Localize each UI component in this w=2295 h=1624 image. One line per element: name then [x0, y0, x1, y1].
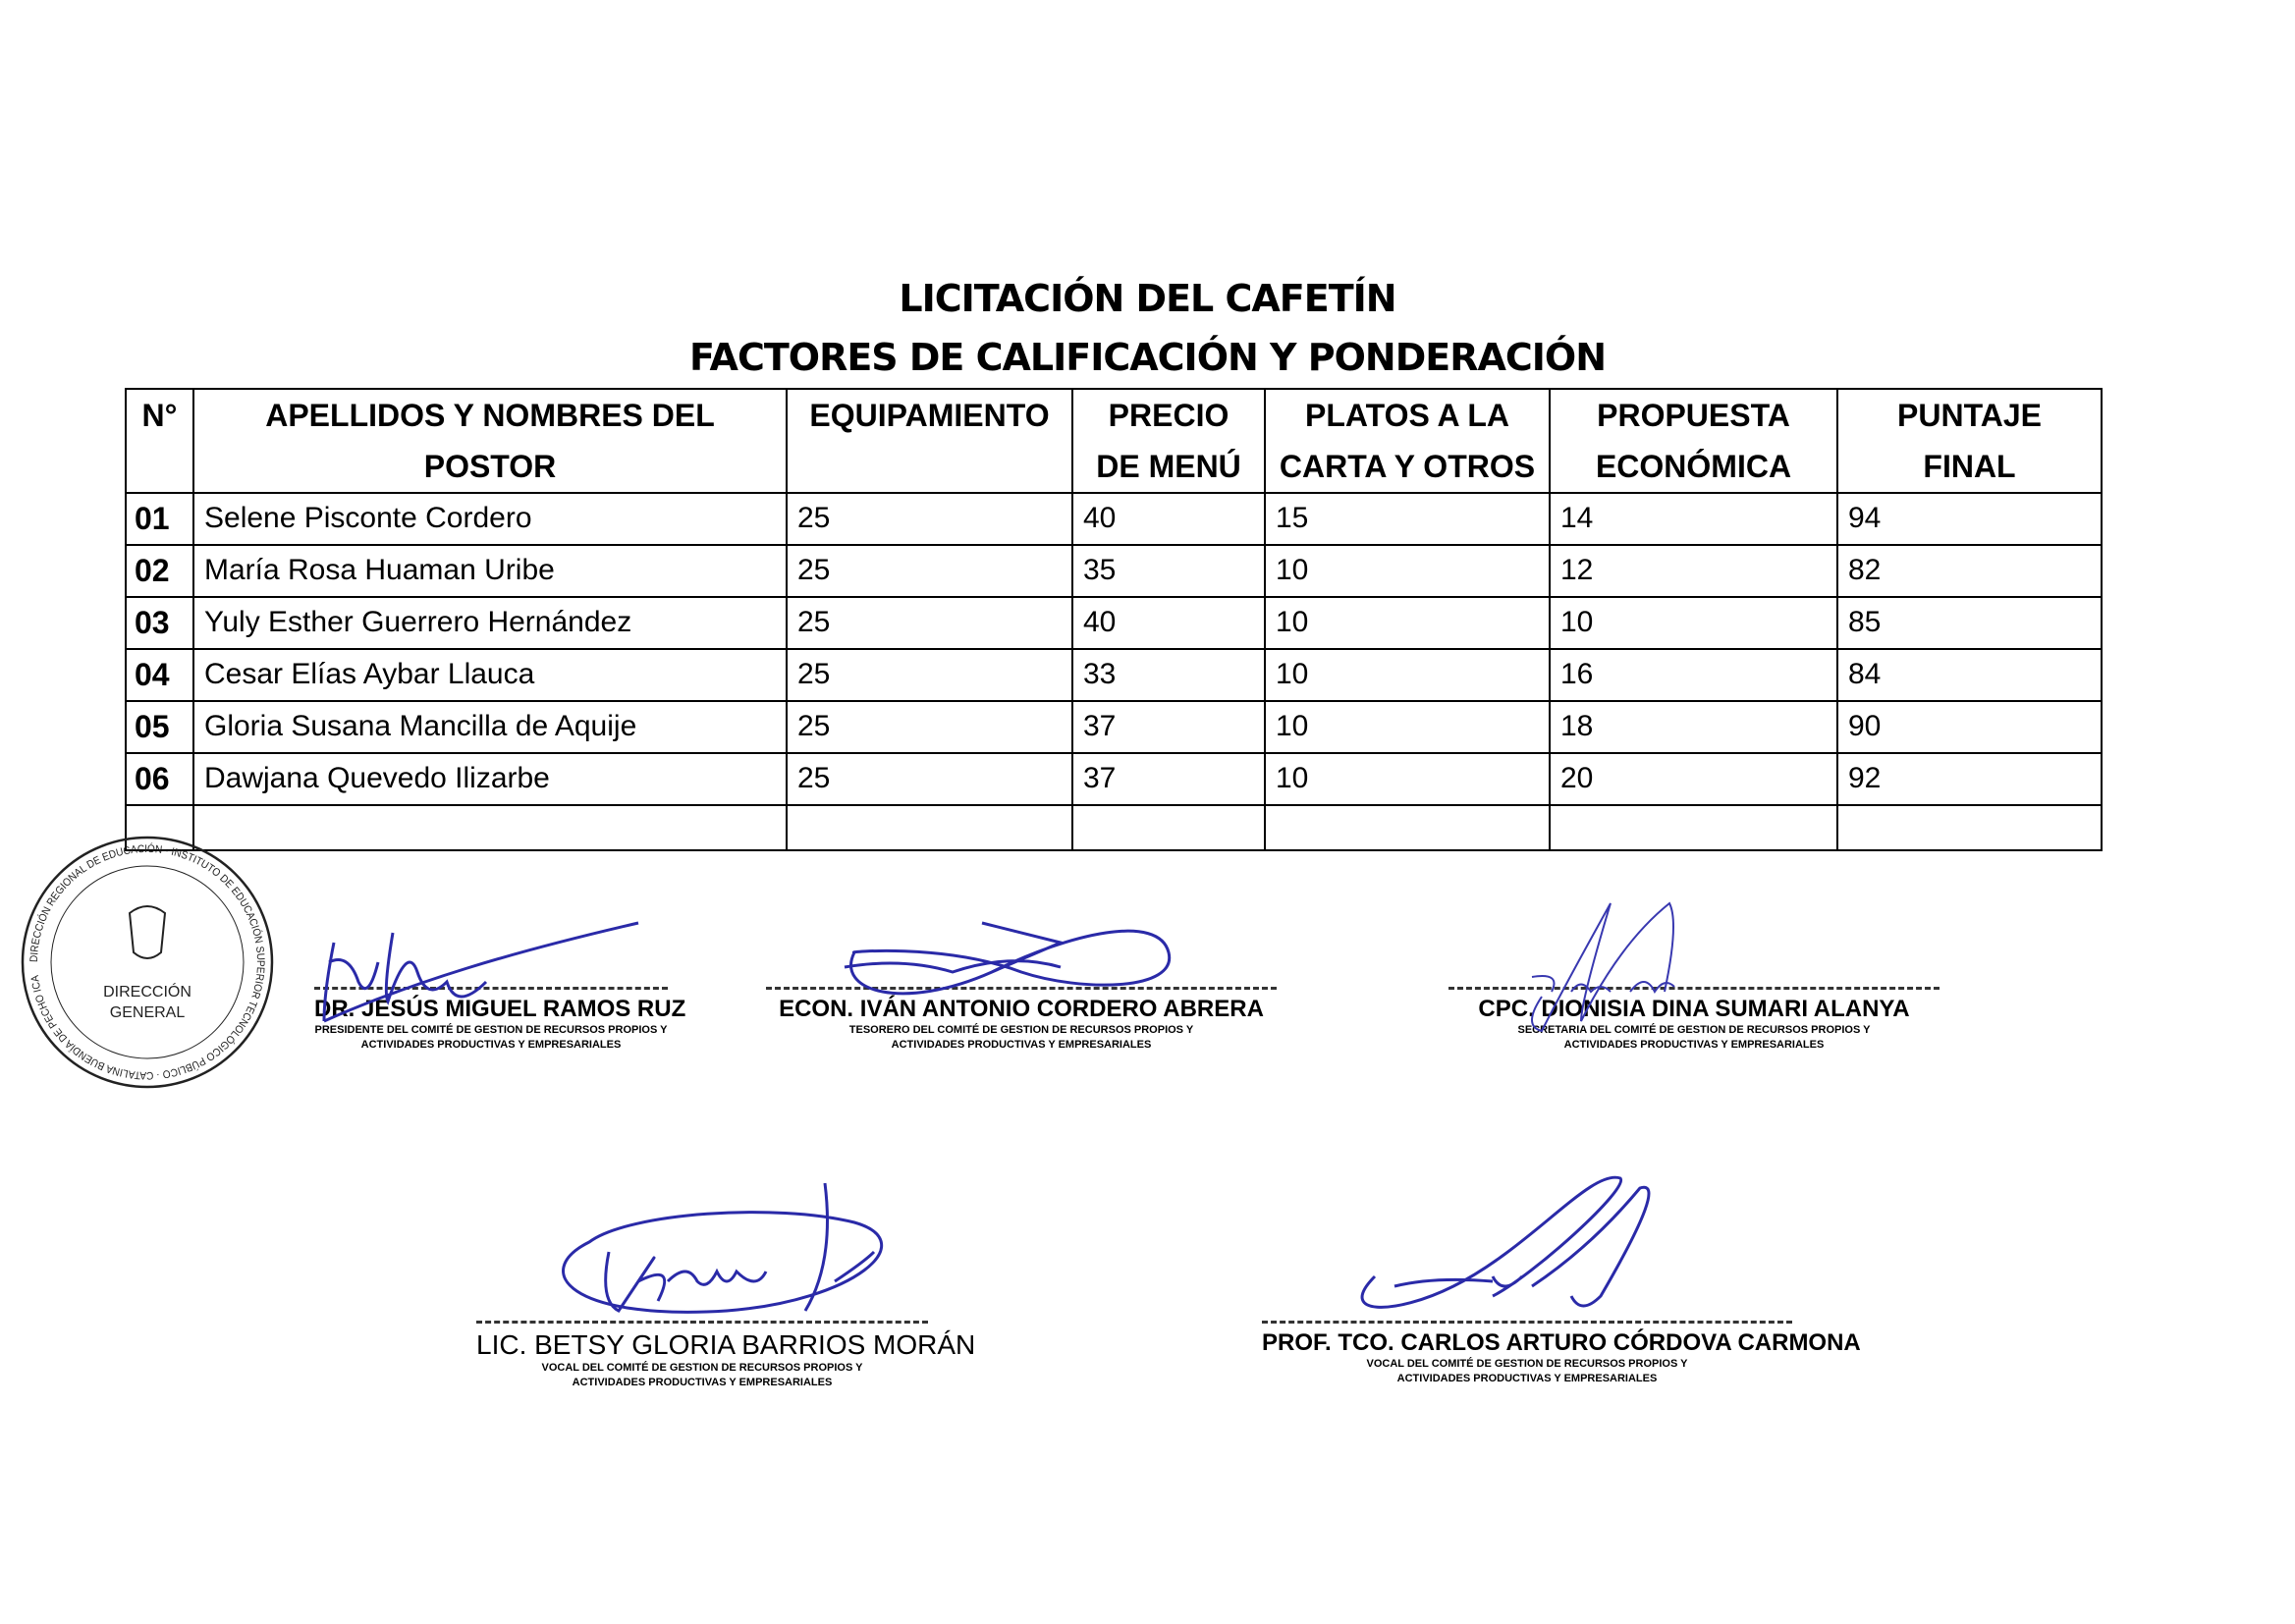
final-score: 84	[1837, 649, 2102, 701]
signatory-role: SECRETARIA DEL COMITÉ DE GESTION DE RECURSOS PROPIOS Y	[1517, 1024, 1871, 1036]
column-header-line: PLATOS A LA	[1305, 398, 1509, 433]
empty-cell	[1550, 805, 1837, 850]
column-header-line: PROPUESTA	[1597, 398, 1790, 433]
stamp-center-1: DIRECCIÓN	[103, 984, 191, 1001]
institution-stamp	[20, 835, 275, 1090]
bidder-name: Dawjana Quevedo Ilizarbe	[193, 753, 787, 805]
menu-price-score: 33	[1072, 649, 1265, 701]
column-header	[1072, 389, 1265, 493]
signature-5	[1336, 1168, 1728, 1326]
empty-cell	[193, 805, 787, 850]
empty-cell	[1265, 805, 1550, 850]
column-header-line: FINAL	[1923, 449, 2016, 484]
scores-table	[125, 388, 2103, 851]
signature-block	[476, 1321, 976, 1390]
bidder-name: Gloria Susana Mancilla de Aquije	[193, 701, 787, 753]
signatory-name: ECON. IVÁN ANTONIO CORDERO ABRERA	[779, 996, 1264, 1022]
economic-proposal-score: 12	[1550, 545, 1837, 597]
signatory-role: ACTIVIDADES PRODUCTIVAS Y EMPRESARIALES	[1396, 1373, 1658, 1384]
final-score: 94	[1837, 493, 2102, 545]
column-header	[1550, 389, 1837, 493]
empty-cell	[787, 805, 1072, 850]
table-row	[126, 545, 2102, 597]
signature-3	[1493, 903, 1787, 1031]
equipment-score: 25	[787, 493, 1072, 545]
table-row	[126, 649, 2102, 701]
column-header	[126, 389, 193, 493]
menu-price-score: 37	[1072, 701, 1265, 753]
column-header-line: DE MENÚ	[1096, 449, 1241, 484]
svg-text:DIRECCIÓN REGIONAL DE EDUCACIÓ	[28, 842, 266, 1081]
row-number: 03	[126, 597, 193, 649]
signatory-role: ACTIVIDADES PRODUCTIVAS Y EMPRESARIALES	[1563, 1039, 1825, 1051]
empty-cell	[1072, 805, 1265, 850]
column-header-line: EQUIPAMIENTO	[809, 398, 1050, 433]
dishes-score: 10	[1265, 649, 1550, 701]
table-header-row	[126, 389, 2102, 493]
dishes-score: 10	[1265, 701, 1550, 753]
empty-row	[126, 805, 2102, 850]
signatory-role: ACTIVIDADES PRODUCTIVAS Y EMPRESARIALES	[360, 1039, 622, 1051]
stamp-center-2: GENERAL	[109, 1004, 186, 1021]
bidder-name: María Rosa Huaman Uribe	[193, 545, 787, 597]
economic-proposal-score: 20	[1550, 753, 1837, 805]
menu-price-score: 35	[1072, 545, 1265, 597]
stamp-ring-text: DIRECCIÓN REGIONAL DE EDUCACIÓN · INSTITUTO DE EDUCACIÓN SUPERIOR TECNOLÓGICO PÚBLICO · CATALINA BUENDÍA DE PECHO ICA	[27, 842, 267, 1082]
empty-cell	[1837, 805, 2102, 850]
column-header-line: CARTA Y OTROS	[1279, 449, 1536, 484]
economic-proposal-score: 14	[1550, 493, 1837, 545]
equipment-score: 25	[787, 753, 1072, 805]
coat-of-arms-icon	[130, 906, 165, 958]
row-number: 05	[126, 701, 193, 753]
bidder-name: Selene Pisconte Cordero	[193, 493, 787, 545]
table-row	[126, 597, 2102, 649]
economic-proposal-score: 18	[1550, 701, 1837, 753]
document-title: LICITACIÓN DEL CAFETÍN	[899, 277, 1396, 320]
signature-4	[530, 1183, 923, 1330]
dishes-score: 10	[1265, 597, 1550, 649]
column-header	[1837, 389, 2102, 493]
column-header-line: N°	[141, 398, 178, 433]
economic-proposal-score: 10	[1550, 597, 1837, 649]
equipment-score: 25	[787, 701, 1072, 753]
final-score: 90	[1837, 701, 2102, 753]
menu-price-score: 40	[1072, 597, 1265, 649]
row-number: 01	[126, 493, 193, 545]
column-header	[193, 389, 787, 493]
menu-price-score: 37	[1072, 753, 1265, 805]
signature-2	[825, 913, 1178, 1021]
dishes-score: 10	[1265, 753, 1550, 805]
column-header-line: PRECIO	[1108, 398, 1229, 433]
signatory-name: DR. JESÚS MIGUEL RAMOS RUZ	[314, 996, 686, 1022]
column-header-line: POSTOR	[423, 449, 557, 484]
signatory-role: VOCAL DEL COMITÉ DE GESTION DE RECURSOS PROPIOS Y	[541, 1362, 863, 1374]
equipment-score: 25	[787, 597, 1072, 649]
column-header	[1265, 389, 1550, 493]
column-header-line: ECONÓMICA	[1595, 449, 1792, 484]
final-score: 85	[1837, 597, 2102, 649]
dishes-score: 15	[1265, 493, 1550, 545]
final-score: 92	[1837, 753, 2102, 805]
column-header	[787, 389, 1072, 493]
row-number: 02	[126, 545, 193, 597]
signatory-name: LIC. BETSY GLORIA BARRIOS MORÁN	[476, 1329, 976, 1360]
signatory-role: ACTIVIDADES PRODUCTIVAS Y EMPRESARIALES	[891, 1039, 1152, 1051]
equipment-score: 25	[787, 545, 1072, 597]
document-subtitle: FACTORES DE CALIFICACIÓN Y PONDERACIÓN	[688, 336, 1607, 379]
bidder-name: Yuly Esther Guerrero Hernández	[193, 597, 787, 649]
signatory-name: CPC. DIONISIA DINA SUMARI ALANYA	[1478, 996, 1910, 1022]
equipment-score: 25	[787, 649, 1072, 701]
row-number: 06	[126, 753, 193, 805]
signature-1	[314, 923, 686, 1041]
column-header-line: APELLIDOS Y NOMBRES DEL	[265, 398, 715, 433]
column-header-line: PUNTAJE	[1897, 398, 2042, 433]
signature-block	[1262, 1321, 1861, 1386]
dishes-score: 10	[1265, 545, 1550, 597]
row-number: 04	[126, 649, 193, 701]
signatory-role: PRESIDENTE DEL COMITÉ DE GESTION DE RECURSOS PROPIOS Y	[314, 1024, 668, 1036]
signatory-role: VOCAL DEL COMITÉ DE GESTION DE RECURSOS PROPIOS Y	[1366, 1358, 1688, 1370]
table-row	[126, 493, 2102, 545]
table-row	[126, 753, 2102, 805]
menu-price-score: 40	[1072, 493, 1265, 545]
final-score: 82	[1837, 545, 2102, 597]
signatory-role: ACTIVIDADES PRODUCTIVAS Y EMPRESARIALES	[572, 1377, 833, 1388]
signatory-name: PROF. TCO. CARLOS ARTURO CÓRDOVA CARMONA	[1262, 1329, 1861, 1356]
table-row	[126, 701, 2102, 753]
bidder-name: Cesar Elías Aybar Llauca	[193, 649, 787, 701]
economic-proposal-score: 16	[1550, 649, 1837, 701]
signatory-role: TESORERO DEL COMITÉ DE GESTION DE RECURSOS PROPIOS Y	[848, 1024, 1194, 1036]
